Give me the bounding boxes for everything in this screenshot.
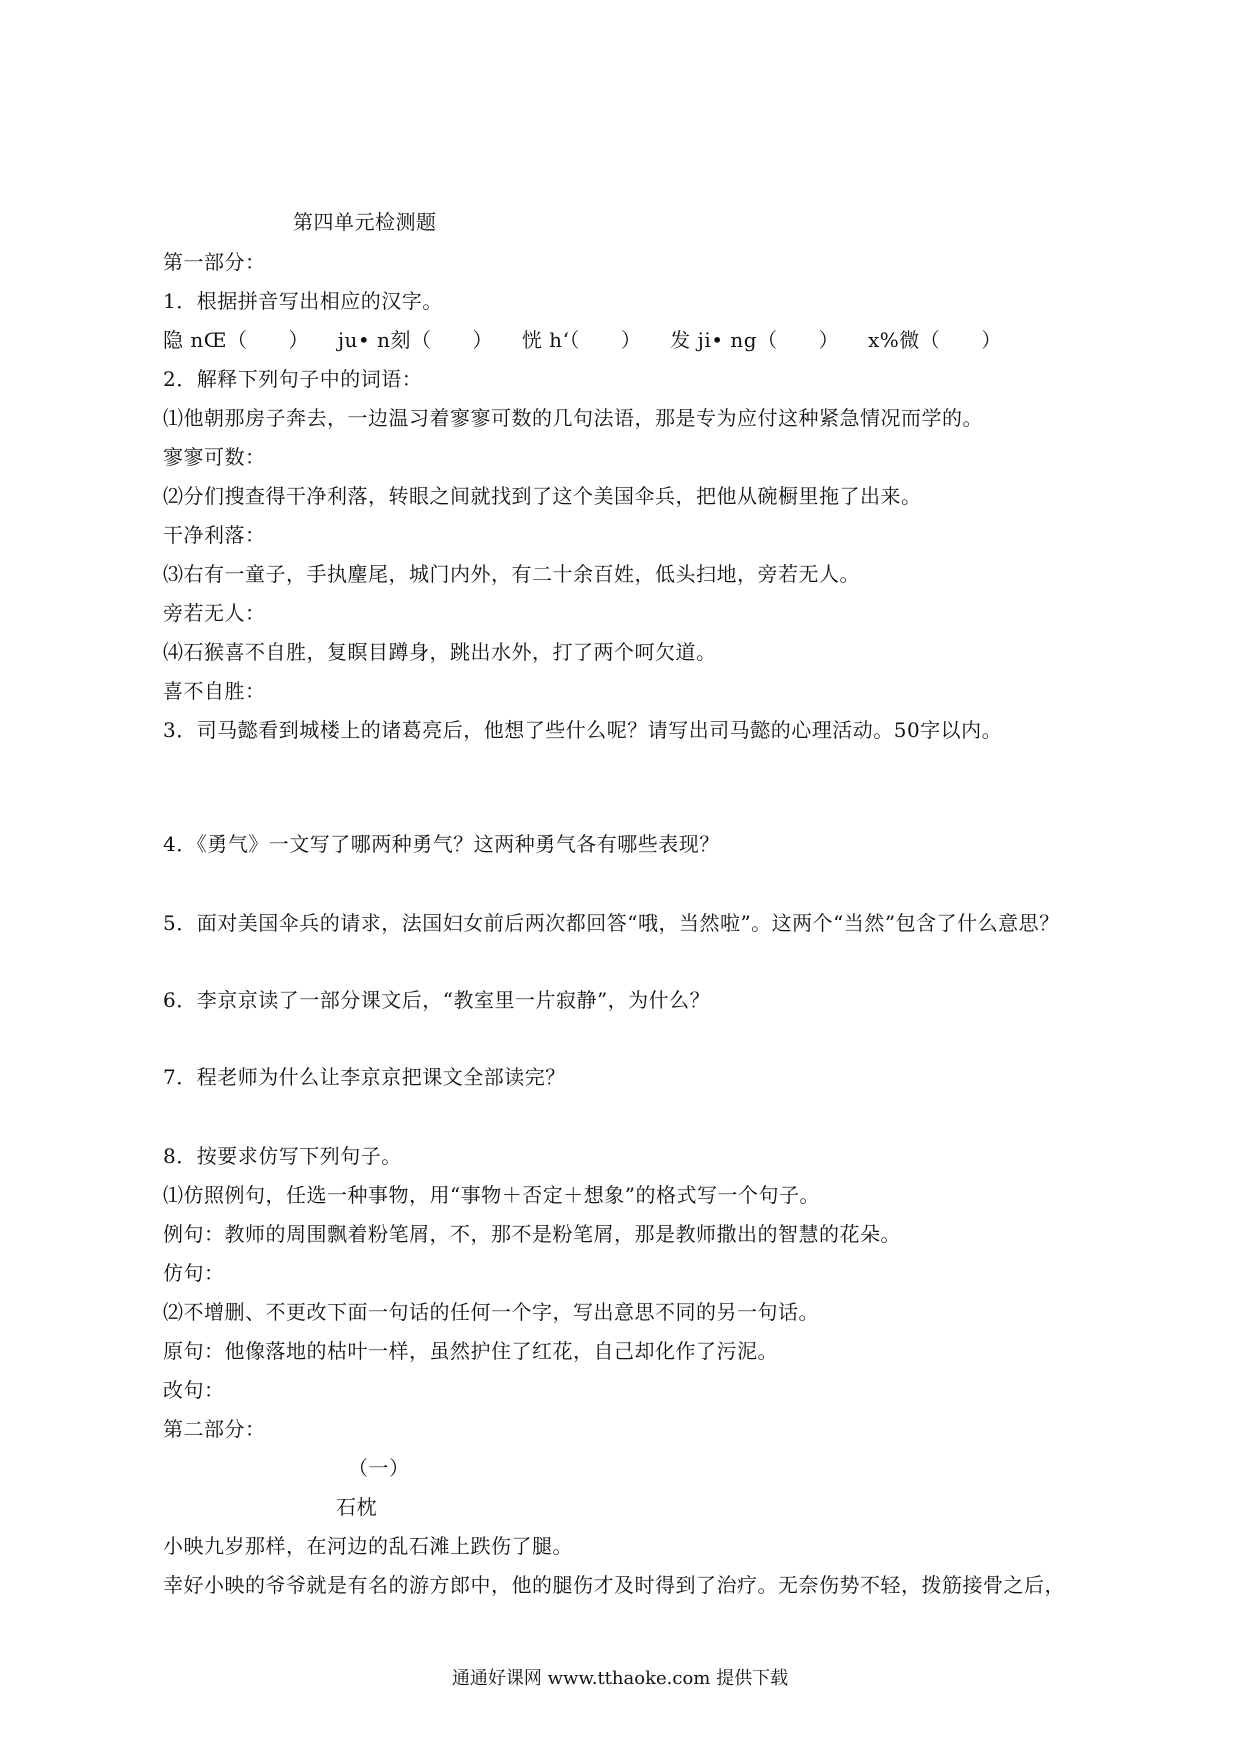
q2-sentence-2: ⑵分们搜查得干净利落，转眼之间就找到了这个美国伞兵，把他从碗橱里拖了出来。 — [163, 484, 922, 508]
question-3: 3．司马懿看到城楼上的诸葛亮后，他想了些什么呢？请写出司马懿的心理活动。50字以内。 — [163, 718, 1003, 742]
passage-paragraph-1: 小映九岁那样，在河边的乱石滩上跌伤了腿。 — [163, 1534, 573, 1558]
pinyin-item: x%微（ ） — [867, 328, 1002, 352]
question-6: 6．李京京读了一部分课文后，“教室里一片寂静”，为什么？ — [163, 988, 711, 1012]
q2-term-1: 寥寥可数： — [163, 445, 266, 469]
passage-title: 石枕 — [336, 1495, 377, 1519]
pinyin-row — [163, 327, 1002, 353]
q2-term-4: 喜不自胜： — [163, 679, 266, 703]
q2-sentence-3: ⑶右有一童子，手执麈尾，城门内外，有二十余百姓，低头扫地，旁若无人。 — [163, 562, 860, 586]
q8-2-instruction: ⑵不增删、不更改下面一句话的任何一个字，写出意思不同的另一句话。 — [163, 1300, 819, 1324]
question-8: 8．按要求仿写下列句子。 — [163, 1144, 402, 1168]
q2-sentence-1: ⑴他朝那房子奔去，一边温习着寥寥可数的几句法语，那是专为应付这种紧急情况而学的。 — [163, 406, 983, 430]
passage-paragraph-2: 幸好小映的爷爷就是有名的游方郎中，他的腿伤才及时得到了治疗。无奈伤势不轻，拨筋接骨之后， — [163, 1573, 1065, 1597]
q8-1-example: 例句：教师的周围飘着粉笔屑，不，那不是粉笔屑，那是教师撒出的智慧的花朵。 — [163, 1222, 901, 1246]
q8-1-instruction: ⑴仿照例句，任选一种事物，用“事物＋否定＋想象”的格式写一个句子。 — [163, 1183, 820, 1207]
q2-term-3: 旁若无人： — [163, 601, 266, 625]
pinyin-item: 隐 nŒ（ ） — [163, 328, 309, 352]
page-title: 第四单元检测题 — [293, 210, 437, 234]
pinyin-item: 发 ji• ng（ ） — [670, 328, 840, 352]
q8-2-original: 原句：他像落地的枯叶一样，虽然护住了红花，自己却化作了污泥。 — [163, 1339, 778, 1363]
pinyin-item: ju• n刻（ ） — [337, 328, 493, 352]
pinyin-item: 恍 h‘（ ） — [521, 328, 642, 352]
question-4: 4．《勇气》一文写了哪两种勇气？这两种勇气各有哪些表现？ — [163, 832, 720, 856]
q2-sentence-4: ⑷石猴喜不自胜，复瞑目蹲身，跳出水外，打了两个呵欠道。 — [163, 640, 717, 664]
page-footer: 通通好课网 www.tthaoke.com 提供下载 — [451, 1668, 789, 1689]
question-5: 5．面对美国伞兵的请求，法国妇女前后两次都回答“哦，当然啦”。这两个“当然”包含了什么意思？ — [163, 911, 1060, 935]
passage-number: （一） — [348, 1456, 410, 1480]
question-2: 2．解释下列句子中的词语： — [163, 367, 423, 391]
q2-term-2: 干净利落： — [163, 523, 266, 547]
question-1: 1．根据拼音写出相应的汉字。 — [163, 289, 443, 313]
question-7: 7．程老师为什么让李京京把课文全部读完？ — [163, 1065, 566, 1089]
part1-heading: 第一部分： — [163, 250, 266, 274]
part2-heading: 第二部分： — [163, 1417, 266, 1441]
q8-2-answer-label: 改句： — [163, 1378, 225, 1402]
q8-1-answer-label: 仿句： — [163, 1261, 225, 1285]
